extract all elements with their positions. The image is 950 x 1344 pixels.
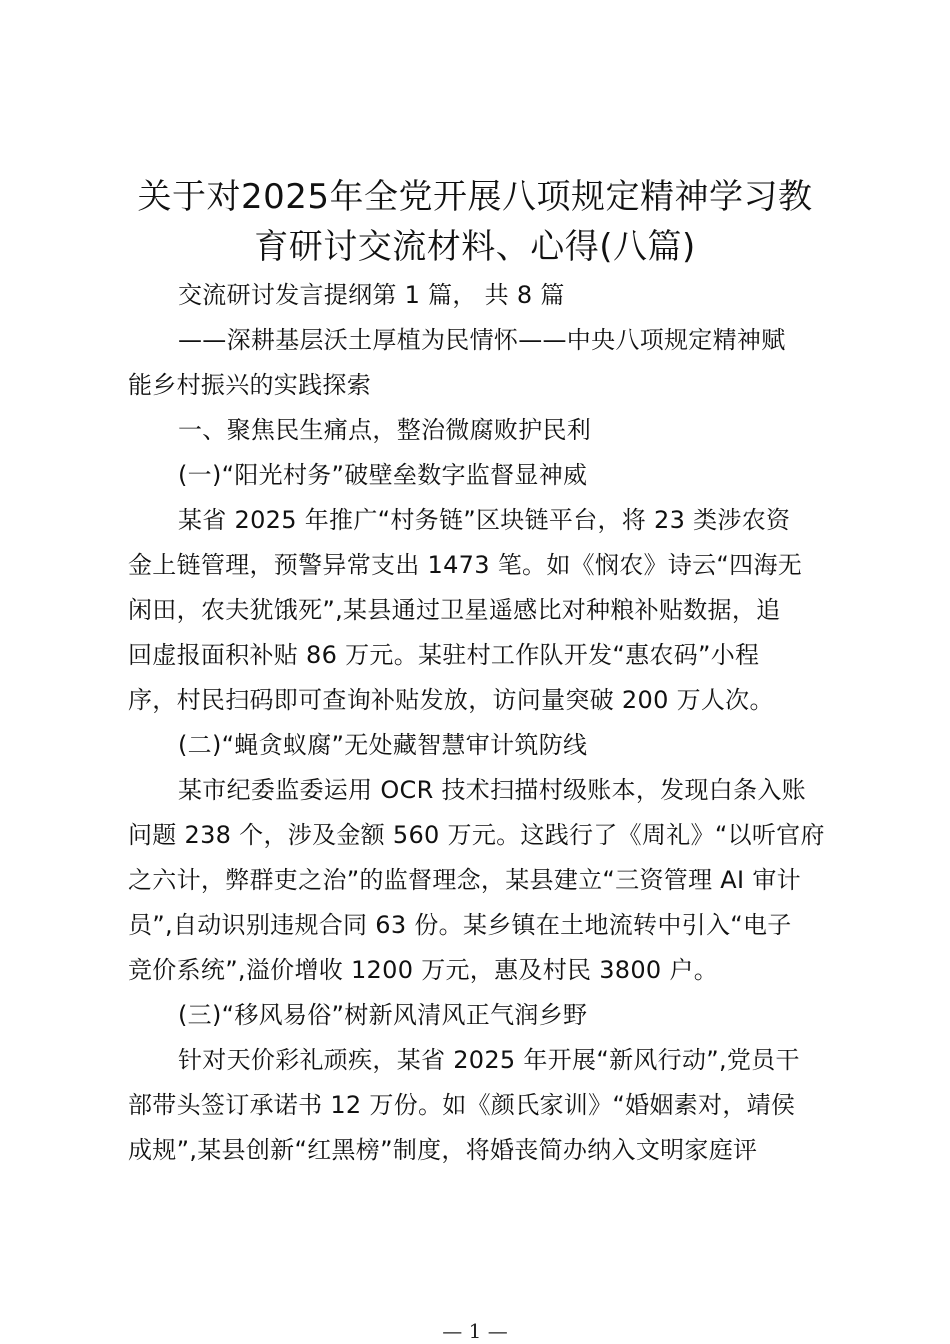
text-line: (二)“蝇贪蚁腐”无处藏智慧审计筑防线 [178, 731, 588, 759]
text-line: 某省 2025 年推广“村务链”区块链平台，将 23 类涉农资 [178, 506, 791, 534]
page-number: — 1 — [442, 1319, 508, 1343]
title-line-2: 育研讨交流材料、心得(八篇) [254, 227, 696, 267]
document-title [110, 172, 840, 272]
text-line: 部带头签订承诺书 12 万份。如《颜氏家训》“婚姻素对，靖侯 [128, 1091, 796, 1119]
text-line: (一)“阳光村务”破壁垒数字监督显神威 [178, 461, 588, 489]
text-line: 金上链管理，预警异常支出 1473 笔。如《悯农》诗云“四海无 [128, 551, 803, 579]
document-body [128, 273, 833, 1173]
text-line: 针对天价彩礼顽疾，某省 2025 年开展“新风行动”,党员干 [178, 1046, 800, 1074]
text-line: 闲田，农夫犹饿死”,某县通过卫星遥感比对种粮补贴数据，追 [128, 596, 781, 624]
text-line: 一、聚焦民生痛点，整治微腐败护民利 [178, 416, 592, 444]
title-line-1: 关于对2025年全党开展八项规定精神学习教 [137, 177, 813, 217]
text-line: 员”,自动识别违规合同 63 份。某乡镇在土地流转中引入“电子 [128, 911, 792, 939]
text-line: 交流研讨发言提纲第 1 篇， 共 8 篇 [178, 281, 565, 309]
text-line: 能乡村振兴的实践探索 [128, 371, 371, 399]
text-line: 回虚报面积补贴 86 万元。某驻村工作队开发“惠农码”小程 [128, 641, 760, 669]
text-line: 某市纪委监委运用 OCR 技术扫描村级账本，发现白条入账 [178, 776, 806, 804]
text-line: 问题 238 个，涉及金额 560 万元。这践行了《周礼》“以听官府 [128, 821, 825, 849]
text-line: 竞价系统”,溢价增收 1200 万元，惠及村民 3800 户。 [128, 956, 719, 984]
text-line: 序，村民扫码即可查询补贴发放，访问量突破 200 万人次。 [128, 686, 774, 714]
text-line: (三)“移风易俗”树新风清风正气润乡野 [178, 1001, 588, 1029]
text-line: 成规”,某县创新“红黑榜”制度，将婚丧简办纳入文明家庭评 [128, 1136, 758, 1164]
text-line: 之六计，弊群吏之治”的监督理念，某县建立“三资管理 AI 审计 [128, 866, 801, 894]
text-line: ——深耕基层沃土厚植为民情怀——中央八项规定精神赋 [178, 326, 786, 354]
